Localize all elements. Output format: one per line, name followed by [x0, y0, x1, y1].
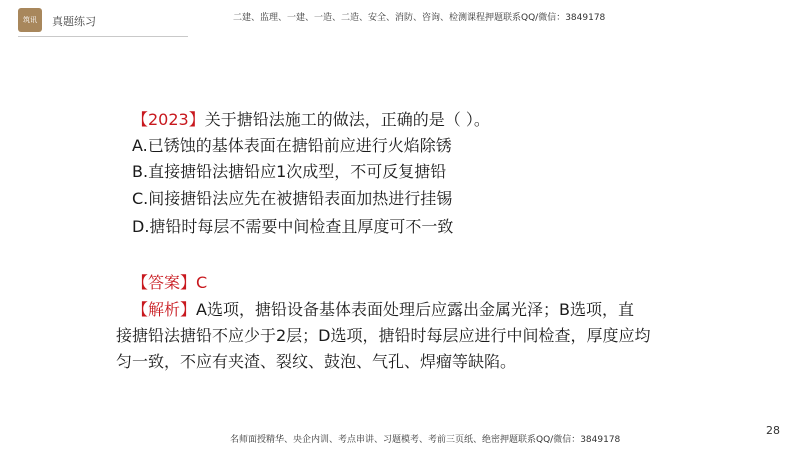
answer-line — [132, 271, 652, 295]
analysis-line-1 — [132, 297, 642, 323]
section-title: 真题练习 — [52, 15, 96, 28]
answer-label: 【答案】 — [132, 273, 197, 292]
question-stem-line — [132, 108, 652, 132]
option-b: B.直接搪铅法搪铅应1次成型，不可反复搪铅 — [132, 162, 447, 181]
analysis-text-1: A选项，搪铅设备基体表面处理后应露出金属光泽；B选项，直 — [196, 300, 634, 319]
question-year-tag: 【2023】 — [132, 110, 205, 129]
brand-logo-text: 筑讯 — [23, 15, 37, 24]
footer-ad-text: 名师面授精华、央企内训、考点串讲、习题模考、考前三页纸、绝密押题联系QQ/微信：3849178 — [230, 435, 621, 445]
answer-value: C — [196, 273, 208, 292]
option-c: C.间接搪铅法应先在被搪铅表面加热进行挂锡 — [132, 189, 453, 208]
header-ad-text: 二建、监理、一建、一造、二造、安全、消防、咨询、检测课程押题联系QQ/微信：3849178 — [233, 13, 606, 23]
page-number: 28 — [766, 424, 780, 437]
analysis-line-3: 匀一致，不应有夹渣、裂纹、鼓泡、气孔、焊瘤等缺陷。 — [116, 352, 517, 371]
option-a: A.已锈蚀的基体表面在搪铅前应进行火焰除锈 — [132, 136, 452, 155]
analysis-label: 【解析】 — [132, 300, 197, 319]
analysis-block — [116, 297, 651, 375]
brand-logo — [18, 8, 42, 32]
analysis-line-2: 接搪铅法搪铅不应少于2层；D选项，搪铅时每层应进行中间检查，厚度应均 — [116, 326, 651, 345]
option-d: D.搪铅时每层不需要中间检查且厚度可不一致 — [132, 217, 454, 236]
question-stem: 关于搪铅法施工的做法，正确的是（ ）。 — [204, 110, 490, 129]
title-divider — [18, 36, 188, 37]
